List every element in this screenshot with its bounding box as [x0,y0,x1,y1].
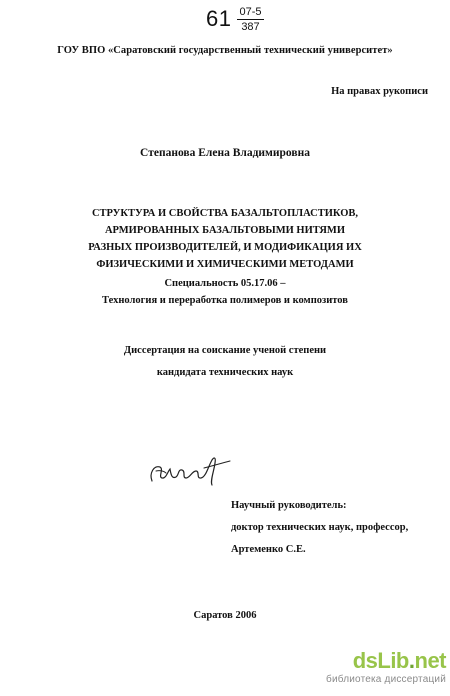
watermark-logo [322,648,446,674]
handwritten-signature [146,451,234,489]
specialty-code: Специальность 05.17.06 – [164,278,286,289]
title-line: АРМИРОВАННЫХ БАЗАЛЬТОВЫМИ НИТЯМИ [104,225,346,236]
call-number-main: 61 [206,6,232,31]
advisor-block [231,495,408,561]
watermark-logo-main: dsLib [352,648,409,673]
degree-block [0,340,450,384]
degree-line: кандидата технических наук [156,367,294,378]
call-number-fraction [237,6,263,33]
advisor-degree: доктор технических наук, профессор, [231,522,409,533]
call-number [206,6,264,36]
advisor-heading: Научный руководитель: [231,500,347,511]
advisor-name: Артеменко С.Е. [231,544,306,555]
specialty-block [0,275,450,309]
specialty-name: Технология и переработка полимеров и композитов [102,295,348,306]
watermark-subtitle: библиотека диссертаций [326,674,446,685]
dslib-watermark [322,648,446,692]
city-year: Саратов 2006 [193,610,257,621]
author-name: Степанова Елена Владимировна [140,147,310,159]
watermark-logo-dot: . [408,648,415,673]
rights-note: На правах рукописи [331,86,428,97]
title-line: РАЗНЫХ ПРОИЗВОДИТЕЛЕЙ, И МОДИФИКАЦИЯ ИХ [88,242,362,253]
call-number-numerator: 07-5 [239,6,262,18]
title-line: ФИЗИЧЕСКИМИ И ХИМИЧЕСКИМИ МЕТОДАМИ [96,259,354,270]
degree-line: Диссертация на соискание ученой степени [123,345,327,356]
watermark-logo-tld: net [414,648,446,673]
dissertation-title [0,205,450,273]
organization-name: ГОУ ВПО «Саратовский государственный технический университет» [57,45,393,56]
call-number-denominator: 387 [241,21,260,33]
title-line: СТРУКТУРА И СВОЙСТВА БАЗАЛЬТОПЛАСТИКОВ, [91,208,359,219]
